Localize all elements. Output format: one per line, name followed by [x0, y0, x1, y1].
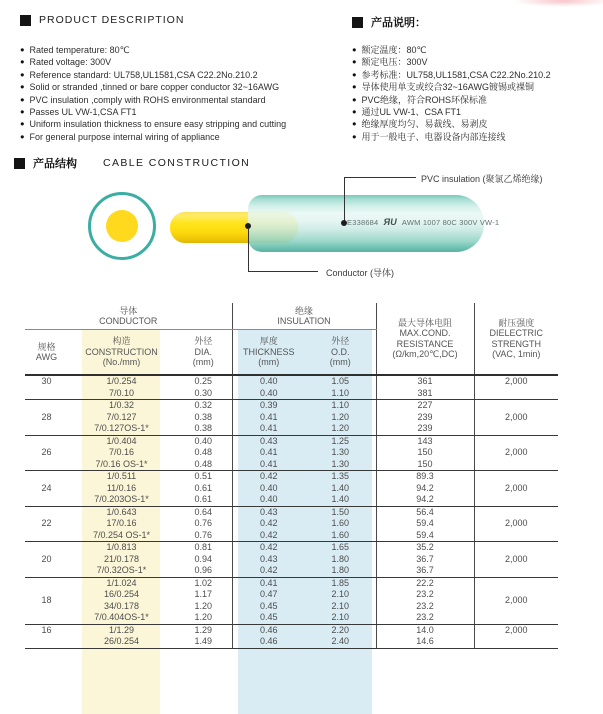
dia-values: 0.40 0.48 0.48: [175, 435, 232, 471]
bullet-icon: ●: [352, 94, 357, 104]
cable-construction-title-zh: 产品结构: [33, 158, 77, 170]
ul-file-number: E338684: [347, 217, 379, 227]
awg-value: 24: [25, 471, 68, 507]
resistance-header-zh: 最大导体电阻: [398, 317, 453, 328]
thickness-values: 0.42 0.43 0.42: [232, 542, 305, 578]
construction-values: 1/0.643 17/0.16 7/0.254 OS-1*: [68, 506, 175, 542]
insulation-label: PVC insulation (聚氯乙烯绝缘): [421, 174, 543, 184]
bullet-icon: ●: [352, 119, 357, 129]
bullet-icon: ●: [352, 45, 357, 54]
dielectric-value: 2,000: [474, 542, 558, 578]
awg-value: 20: [25, 542, 68, 578]
dia-values: 0.64 0.76 0.76: [175, 506, 232, 542]
insulation-leader-dot: [341, 220, 347, 226]
awg-value: 26: [25, 435, 68, 471]
thickness-values: 0.43 0.42 0.42: [232, 506, 305, 542]
bullet-item: [20, 118, 350, 130]
dia-values: 0.81 0.94 0.96: [175, 542, 232, 578]
conductor-group-header: [25, 303, 232, 330]
resistance-header-en2: RESISTANCE: [396, 338, 454, 349]
awg-group-row: [25, 624, 558, 648]
awg-group-row: [25, 577, 558, 624]
awg-header-en: AWG: [35, 352, 58, 362]
awg-group-row: [25, 506, 558, 542]
dia-values: 1.02 1.17 1.20 1.20: [175, 577, 232, 624]
bullet-text: 额定温度：80℃: [361, 45, 427, 55]
bullet-item: [20, 106, 350, 118]
bullet-icon: ●: [352, 82, 357, 92]
awg-value: 28: [25, 400, 68, 436]
bullet-text: Solid or stranded ,tinned or bare copper conductor 32~16AWG: [29, 82, 280, 93]
resistance-values: 35.2 36.7 36.7: [376, 542, 474, 578]
resistance-values: 14.0 14.6: [376, 624, 474, 648]
dia-values: 0.32 0.38 0.38: [175, 400, 232, 436]
spec-table-body: [25, 375, 558, 648]
awg-header-zh: 规格: [37, 341, 56, 352]
thickness-header-en: THICKNESS: [243, 346, 295, 357]
insulation-leader-line: [344, 177, 345, 222]
thickness-header-zh: 厚度: [259, 336, 278, 347]
dia-values: 0.51 0.61 0.61: [175, 471, 232, 507]
resistance-column-header: [376, 303, 474, 375]
dielectric-value: 2,000: [474, 471, 558, 507]
od-values: 2.20 2.40: [305, 624, 376, 648]
bullet-text: For general purpose internal wiring of appliance: [29, 131, 220, 142]
bullet-item: [20, 131, 350, 143]
bullet-icon: ●: [20, 45, 25, 54]
thickness-values: 0.43 0.41 0.41: [232, 435, 305, 471]
section-square-icon: [14, 158, 25, 169]
awg-value: 22: [25, 506, 68, 542]
awg-group-row: [25, 375, 558, 400]
bullet-icon: ●: [20, 131, 25, 141]
cable-print-text: [347, 217, 499, 227]
bullet-item: [352, 81, 602, 93]
resistance-values: 143 150 150: [376, 435, 474, 471]
bullet-item: [352, 56, 602, 68]
conductor-label: Conductor (导体): [326, 268, 395, 278]
bullet-text: Reference standard: UL758,UL1581,CSA C22.2No.210.2: [29, 69, 258, 80]
resistance-values: 361 381: [376, 375, 474, 400]
thickness-values: 0.41 0.47 0.45 0.45: [232, 577, 305, 624]
awg-group-row: [25, 471, 558, 507]
insulation-leader-line: [344, 177, 416, 178]
resistance-header-unit: (Ω/km,20℃,DC): [392, 349, 458, 359]
bullet-icon: ●: [20, 82, 25, 92]
dia-header-unit: (mm): [192, 357, 214, 368]
awg-group-row: [25, 542, 558, 578]
od-values: 1.10 1.20 1.20: [305, 400, 376, 436]
construction-values: 1/0.404 7/0.16 7/0.16 OS-1*: [68, 435, 175, 471]
awg-group-row: [25, 435, 558, 471]
dia-values: 1.29 1.49: [175, 624, 232, 648]
bullet-text: 通过UL VW-1、CSA FT1: [361, 107, 462, 118]
spec-table: [25, 303, 558, 649]
conductor-leader-line: [248, 228, 249, 272]
ul-recognized-mark-icon: ЯU: [383, 217, 397, 227]
bullet-icon: ●: [20, 57, 25, 67]
od-header-zh: 外径: [331, 336, 350, 347]
dielectric-value: 2,000: [474, 506, 558, 542]
od-values: 1.35 1.40 1.40: [305, 471, 376, 507]
bullet-item: [20, 56, 350, 68]
awg-value: 18: [25, 577, 68, 624]
bullet-text: 用于一般电子、电器设备内部连接线: [361, 131, 506, 142]
bullet-item: [352, 69, 602, 81]
product-description-title-zh: 产品说明：: [371, 17, 426, 29]
bullet-text: Rated temperature: 80℃: [29, 45, 130, 55]
dielectric-value: 2,000: [474, 624, 558, 648]
dielectric-value: 2,000: [474, 577, 558, 624]
bullet-item: [20, 69, 350, 81]
bullet-text: Rated voltage: 300V: [29, 57, 112, 68]
od-values: 1.05 1.10: [305, 375, 376, 400]
cable-construction-header: [14, 155, 250, 171]
section-square-icon: [352, 17, 363, 28]
dia-values: 0.25 0.30: [175, 375, 232, 400]
section-square-icon: [20, 15, 31, 26]
dia-header-en: DIA.: [194, 346, 213, 357]
awg-value: 30: [25, 375, 68, 400]
bullet-item: [352, 44, 602, 56]
bullet-icon: ●: [352, 69, 357, 79]
bullet-item: [352, 94, 602, 106]
thickness-header-unit: (mm): [258, 357, 280, 368]
product-description-header: [20, 14, 184, 26]
construction-values: 1/0.813 21/0.178 7/0.32OS-1*: [68, 542, 175, 578]
dielectric-value: 2,000: [474, 400, 558, 436]
bullet-text: Uniform insulation thickness to ensure easy stripping and cutting: [29, 119, 287, 130]
bullet-text: 导体使用单支或绞合32~16AWG镀锡或裸铜: [361, 82, 534, 93]
thickness-values: 0.42 0.40 0.40: [232, 471, 305, 507]
construction-header-zh: 构造: [112, 336, 131, 347]
awg-value: 16: [25, 624, 68, 648]
dielectric-value: 2,000: [474, 435, 558, 471]
od-values: 1.85 2.10 2.10 2.10: [305, 577, 376, 624]
construction-header-unit: (No./mm): [102, 357, 141, 368]
bullet-text: PVC绝缘，符合ROHS环保标准: [361, 94, 488, 105]
bullet-icon: ●: [20, 69, 25, 79]
product-description-title: PRODUCT DESCRIPTION: [39, 14, 185, 26]
bullet-item: [20, 44, 350, 56]
construction-column-header: [68, 330, 175, 376]
awg-group-row: [25, 400, 558, 436]
dia-header-zh: 外径: [194, 336, 213, 347]
conductor-core-icon: [106, 210, 138, 242]
cable-spec-print: AWM 1007 80C 300V VW-1: [401, 217, 500, 227]
bullet-item: [20, 81, 350, 93]
thickness-values: 0.39 0.41 0.41: [232, 400, 305, 436]
description-list-zh: [352, 44, 602, 143]
resistance-values: 22.2 23.2 23.2 23.2: [376, 577, 474, 624]
bullet-icon: ●: [20, 107, 25, 117]
insulation-group-header: [232, 303, 376, 330]
od-values: 1.65 1.80 1.80: [305, 542, 376, 578]
conductor-group-en: CONDUCTOR: [99, 316, 158, 326]
bullet-text: PVC insulation ,comply with ROHS environmental standard: [29, 94, 266, 105]
resistance-header-en1: MAX.COND.: [399, 328, 451, 338]
od-values: 1.25 1.30 1.30: [305, 435, 376, 471]
bullet-text: Passes UL VW-1,CSA FT1: [29, 107, 137, 118]
dielectric-header-zh: 耐压强度: [498, 317, 535, 328]
resistance-values: 89.3 94.2 94.2: [376, 471, 474, 507]
bullet-text: 绝缘厚度均匀、易裁线、易剥皮: [361, 119, 488, 130]
insulation-group-en: INSULATION: [277, 316, 331, 326]
od-column-header: [305, 330, 376, 376]
bullet-item: [352, 118, 602, 130]
dia-column-header: [175, 330, 232, 376]
bullet-item: [20, 94, 350, 106]
dielectric-value: 2,000: [474, 375, 558, 400]
bullet-text: 额定电压：300V: [361, 57, 428, 68]
od-values: 1.50 1.60 1.60: [305, 506, 376, 542]
construction-values: 1/1.024 16/0.254 34/0.178 7/0.404OS-1*: [68, 577, 175, 624]
conductor-leader-line: [248, 271, 318, 272]
bullet-text: 参考标准：UL758,UL1581,CSA C22.2No.210.2: [361, 69, 551, 80]
cable-cross-section: [88, 192, 156, 260]
dielectric-header-en1: DIELECTRIC: [489, 328, 544, 338]
od-header-en: O.D.: [331, 346, 350, 357]
bullet-icon: ●: [20, 119, 25, 129]
thickness-values: 0.46 0.46: [232, 624, 305, 648]
bullet-item: [352, 106, 602, 118]
resistance-values: 227 239 239: [376, 400, 474, 436]
thickness-values: 0.40 0.40: [232, 375, 305, 400]
bullet-icon: ●: [352, 131, 357, 141]
product-description-header-zh: [352, 14, 426, 30]
cable-construction-title-en: CABLE CONSTRUCTION: [103, 157, 251, 169]
insulation-group-zh: 绝缘: [295, 305, 314, 316]
bullet-icon: ●: [20, 94, 25, 104]
od-header-unit: (mm): [329, 357, 351, 368]
thickness-column-header: [232, 330, 305, 376]
construction-values: 1/0.32 7/0.127 7/0.127OS-1*: [68, 400, 175, 436]
bullet-icon: ●: [352, 57, 357, 67]
construction-header-en: CONSTRUCTION: [85, 346, 158, 357]
description-list-en: [20, 44, 350, 143]
awg-column-header: [25, 330, 68, 376]
bullet-icon: ●: [352, 107, 357, 117]
bullet-item: [352, 131, 602, 143]
dielectric-header-en2: STRENGTH: [491, 338, 542, 349]
page-corner-smudge: [513, 0, 603, 7]
dielectric-column-header: [474, 303, 558, 375]
construction-values: 1/0.511 11/0.16 7/0.203OS-1*: [68, 471, 175, 507]
construction-values: 1/1.29 26/0.254: [68, 624, 175, 648]
dielectric-header-unit: (VAC, 1min): [492, 349, 541, 359]
construction-values: 1/0.254 7/0.10: [68, 375, 175, 400]
conductor-group-zh: 导体: [119, 305, 138, 316]
resistance-values: 56.4 59.4 59.4: [376, 506, 474, 542]
